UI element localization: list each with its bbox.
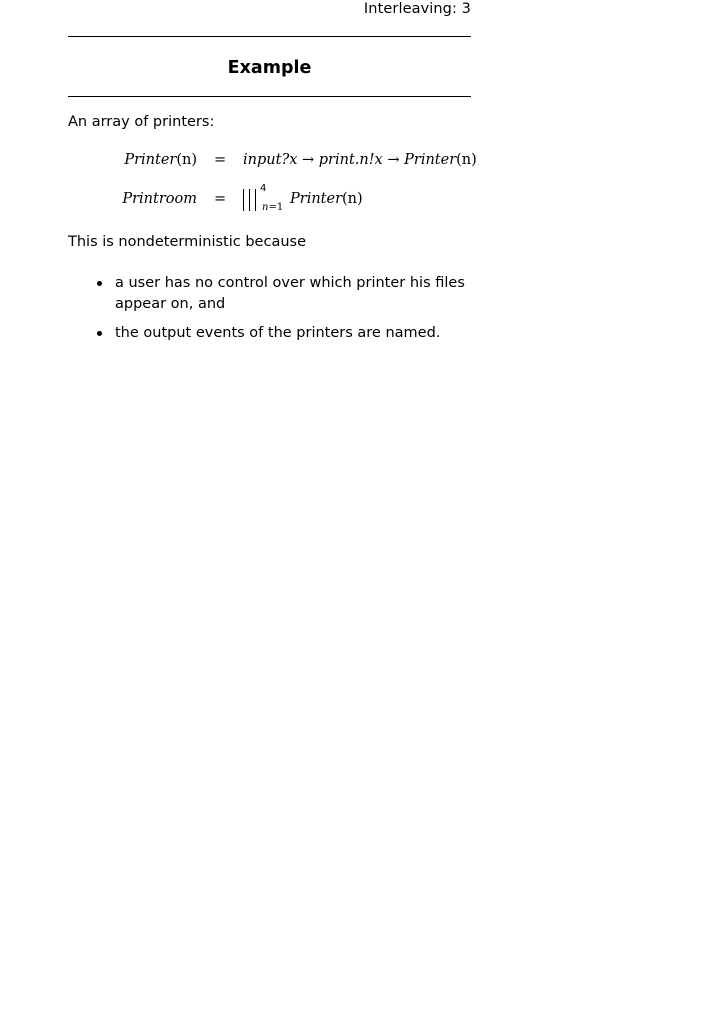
running-header: Interleaving: 3 <box>363 1 471 17</box>
intro-text: An array of printers: <box>68 114 215 130</box>
equation-1-input-var: ?x <box>281 152 298 168</box>
arrow-icon: → <box>387 152 400 168</box>
equation-2-rhs <box>290 190 363 208</box>
title-rule-top <box>68 36 471 37</box>
arrow-icon: → <box>302 152 315 168</box>
operator-index-start: =1 <box>268 202 284 213</box>
equation-1-lhs-arg: (n) <box>176 152 197 168</box>
equation-1-lhs-name: Printer <box>124 152 177 168</box>
bullet-icon <box>97 331 102 336</box>
equation-1-lhs <box>124 151 197 169</box>
list-item-text: a user has no control over which printer his files appear on, and <box>115 275 465 312</box>
equation-1-equals: = <box>214 152 227 168</box>
because-text: This is nondeterministic because <box>68 234 306 250</box>
interleaving-operator-icon <box>241 183 284 220</box>
equation-1-print-var: !x <box>368 152 383 168</box>
equation-2-printer: Printer <box>290 191 343 207</box>
operator-bar <box>249 189 250 211</box>
equation-1-recursion: Printer <box>404 152 457 168</box>
equation-2-printer-arg: (n) <box>342 191 363 207</box>
slide-title: Example <box>227 58 312 78</box>
operator-lower-bound <box>262 202 283 214</box>
list-item-text: the output events of the printers are named. <box>115 325 441 341</box>
reason-list <box>95 273 475 352</box>
operator-upper-bound: 4 <box>260 183 267 194</box>
equation-2-equals: = <box>214 191 227 207</box>
operator-bar <box>243 189 244 211</box>
list-item <box>95 323 475 344</box>
equation-1-print: print.n <box>318 152 369 168</box>
title-rule-bottom <box>68 96 471 97</box>
equation-1-input: input <box>243 152 282 168</box>
equation-2-lhs: Printroom <box>122 191 197 207</box>
equation-1-rhs <box>243 151 477 169</box>
list-item <box>95 273 475 315</box>
operator-index-var: n <box>262 202 269 213</box>
operator-bar <box>255 189 256 211</box>
equation-1-recursion-arg: (n) <box>456 152 477 168</box>
bullet-icon <box>97 281 102 286</box>
